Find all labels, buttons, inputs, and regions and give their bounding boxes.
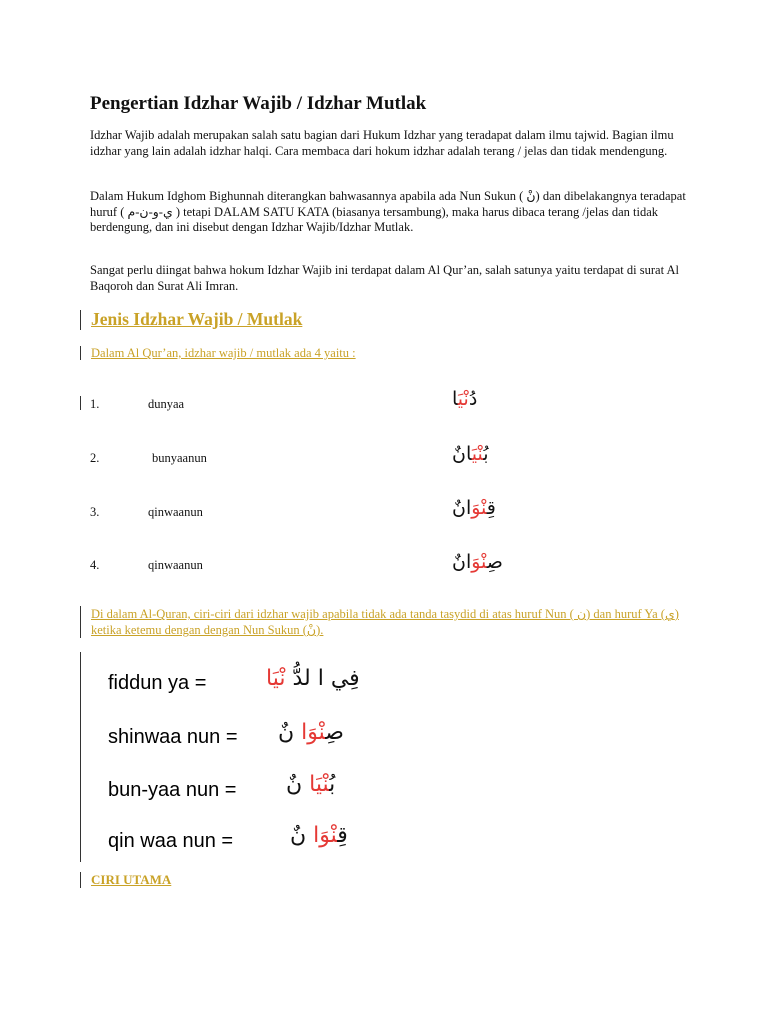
list-number: 2. [90,451,100,465]
list-intro: Dalam Al Qur’an, idzhar wajib / mutlak ada 4 yaitu : [91,346,356,360]
list-arabic: قِنْوَانٌ [452,497,496,519]
change-bar [80,872,81,888]
example-arabic: بُنْيَا نٌ [286,772,336,797]
list-latin: bunyaanun [152,451,207,465]
change-bar [80,396,81,410]
section-heading: Jenis Idzhar Wajib / Mutlak [91,309,303,329]
examples-figure [90,652,390,862]
list-number: 4. [90,558,100,572]
change-bar [80,310,81,330]
list-arabic: بُنْيَانٌ [452,443,489,465]
paragraph-idghom-rule: Dalam Hukum Idghom Bighunnah diterangkan bahwasannya apabila ada Nun Sukun ( نْ) dan dibelakangnya teradapat huruf ( ي-و-ن-م ) tetapi DALAM SATU KATA (biasanya tersambung), maka harus dibaca terang /jelas dan tidak berdengung, dan ini disebut dengan Idzhar Wajib/Idzhar Mutlak. [90,189,686,234]
list-number: 3. [90,505,100,519]
list-arabic: صِنْوَانٌ [452,551,503,573]
example-arabic: فِي ا لدُّ نْيَا [266,666,360,691]
change-bar [80,346,81,360]
list-latin: qinwaanun [148,558,203,572]
change-bar [80,606,81,638]
example-arabic: قِنْوَا نٌ [290,823,348,848]
example-arabic: صِنْوَا نٌ [278,720,344,745]
example-latin: bun-yaa nun = [108,779,237,801]
example-latin: shinwaa nun = [108,726,238,748]
list-arabic: دُنْيَا [452,388,478,410]
list-latin: qinwaanun [148,505,203,519]
list-latin: dunyaa [148,397,185,411]
change-bar [80,652,81,862]
tasydid-note: Di dalam Al-Quran, ciri-ciri dari idzhar wajib apabila tidak ada tanda tasydid di atas huruf Nun ( ن) dan huruf Ya (ي) ketika ketemu dengan dengan Nun Sukun (نْ). [91,607,679,637]
paragraph-definition: Idzhar Wajib adalah merupakan salah satu bagian dari Hukum Idzhar yang teradapat dalam ilmu tajwid. Bagian ilmu idzhar yang lain adalah idzhar halqi. Cara membaca dari hokum idzhar adalah terang / jelas dan tidak mendengung. [90,128,674,158]
page-title: Pengertian Idzhar Wajib / Idzhar Mutlak [90,93,427,114]
example-latin: qin waa nun = [108,830,234,852]
footer-heading: CIRI UTAMA [91,872,172,887]
list-number: 1. [90,397,100,411]
example-latin: fiddun ya = [108,672,207,694]
paragraph-reminder: Sangat perlu diingat bahwa hokum Idzhar Wajib ini terdapat dalam Al Qur’an, salah satunya yaitu terdapat di surat Al Baqoroh dan Surat Ali Imran. [90,263,679,293]
